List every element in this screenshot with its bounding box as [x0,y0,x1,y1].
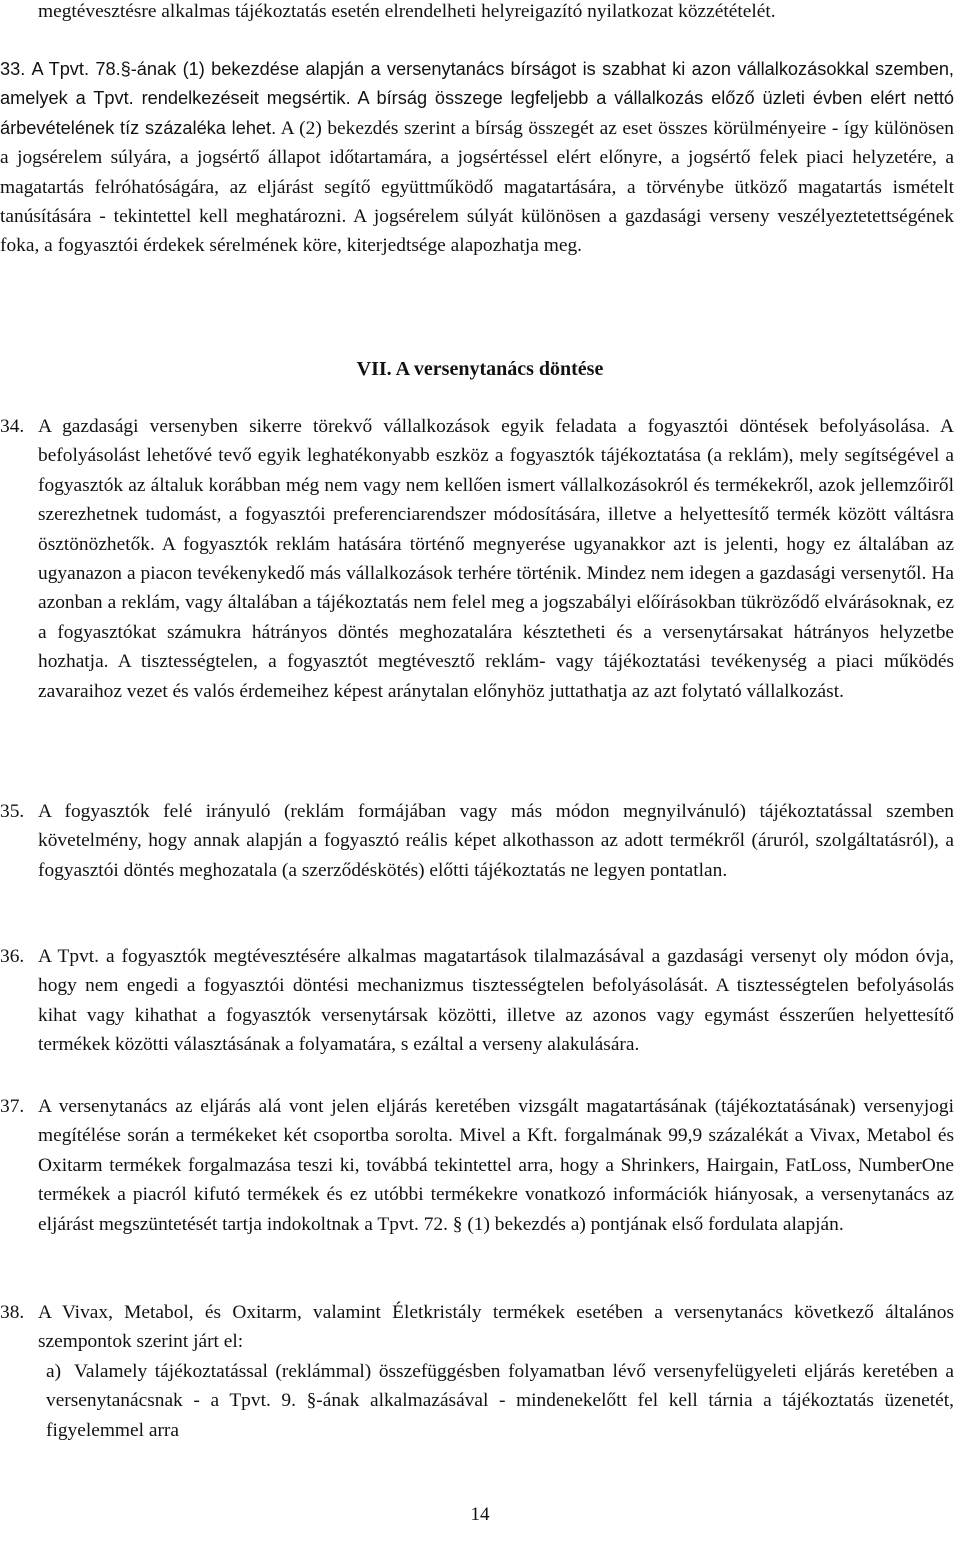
continuation-paragraph [38,0,954,26]
continuation-text: megtévesztésre alkalmas tájékoztatás esetén elrendelheti helyreigazító nyilatkozat közzétételét. [38,1,776,22]
paragraph-text: A Tpvt. a fogyasztók megtévesztésére alkalmas magatartások tilalmazásával a gazdasági versenyt oly módon óvja, hogy nem engedi a fogyasztói döntési mechanizmus tisztességtelen befolyásolását. A tisztességtelen befolyásolás kihat vagy kihathat a fogyasztók versenytársak közötti, illetve az azonos vagy egymást ésszerűen helyettesítő termékek közötti választásának a folyamatára, s ezáltal a verseny alakulására. [38,946,954,1056]
paragraph-number: 35. [0,801,25,822]
paragraph-text-sans: A Tpvt. 78.§-ának (1) bekezdése alapján a versenytanács bírságot is szabhat ki azon vállalkozásokkal szemben, amelyek a Tpvt. rendelkezéseit megsértik. A bírság összege legfeljebb a vállalkozás előző üzleti évben elért nettó árbevételének tíz százaléka lehet. [0,59,954,138]
paragraph-text: A gazdasági versenyben sikerre törekvő vállalkozások egyik feladata a fogyasztói döntések befolyásolása. A befolyásolást lehetővé tevő egyik leghatékonyabb eszköz a fogyasztók tájékoztatása (a reklám), mely segítségével a fogyasztók az általuk korábban még nem vagy nem kellően ismert vállalkozásokról és termékekről, azok jellemzőiről szerezhetnek tudomást, a fogyasztói preferenciarendszer módosítására, illetve a helyettesítő termék között váltásra ösztönözhetők. A fogyasztók reklám hatására történő megnyerése ugyanakkor azt is jelenti, hogy ez általában az ugyanazon a piacon tevékenykedő más vállalkozások terhére történik. Mindez nem idegen a gazdasági versenytől. Ha azonban a reklám, vagy általában a tájékoztatás nem felel meg a jogszabályi előírásokban tükröződő elvárásoknak, ez a fogyasztókat számukra hátrányos döntés meghozatalára késztetheti és a versenytársakat hátrányos helyzetbe hozhatja. A tisztességtelen, a fogyasztót megtévesztő reklám- vagy tájékoztatási tevékenység a piaci működés zavaraihoz vezet és valós érdemeihez képest aránytalan előnyhöz juttathatja az azt folytató vállalkozást. [38,416,954,702]
paragraph-number: 34. [0,416,25,437]
paragraph-text: A versenytanács az eljárás alá vont jelen eljárás keretében vizsgált magatartásának (tájékoztatásának) versenyjogi megítélése során a termékeket két csoportba sorolta. Mivel a Kft. forgalmának 99,9 százalékát a Vivax, Metabol és Oxitarm termékek forgalmazása teszi ki, továbbá tekintettel arra, hogy a Shrinkers, Hairgain, FatLoss, NumberOne termékek a piacról kifutó termékek és ez utóbbi termékekre vonatkozó információk hiányosak, a versenytanács az eljárást megszüntetését tartja indokoltnak a Tpvt. 72. § (1) bekezdés a) pontjának első fordulata alapján. [38,1096,954,1235]
paragraph-number: 38. [0,1302,25,1323]
paragraph-text: A (2) bekezdés szerint a bírság összegét az eset összes körülményeire - így különösen a jogsérelem súlyára, a jogsértő állapot időtartamára, a jogsértéssel elért előnyre, a jogsértő felek piaci helyzetére, a magatartás felróhatóságára, az eljárást segítő együttműködő magatartására, a törvénybe ütköző magatartás ismételt tanúsítására - tekintettel kell meghatározni. A jogsérelem súlyát különösen a gazdasági verseny veszélyeztetettségének foka, a fogyasztói érdekek sérelmének köre, kiterjedtsége alapozhatja meg. [0,117,954,257]
section-heading: VII. A versenytanács döntése [356,358,604,380]
subitem-a [46,1357,954,1445]
subitem-label: a) [46,1361,62,1382]
paragraph-text: A fogyasztók felé irányuló (reklám formájában vagy más módon megnyilvánuló) tájékoztatással szemben követelmény, hogy annak alapján a fogyasztó reális képet alkothasson az adott termékről (áruról, szolgáltatásról), a fogyasztói döntés meghozatala (a szerződéskötés) előtti tájékoztatás ne legyen pontatlan. [38,801,954,881]
paragraph-number: 37. [0,1096,25,1117]
subitem-text: Valamely tájékoztatással (reklámmal) összefüggésben folyamatban lévő versenyfelügyeleti eljárás keretében a versenytanácsnak - a Tpvt. 9. §-ának alkalmazásával - mindenekelőtt fel kell tárnia a tájékoztatás üzenetét, figyelemmel arra [46,1361,954,1441]
paragraph-number: 33. [0,59,26,79]
page-number: 14 [470,1504,490,1525]
paragraph-number: 36. [0,946,25,967]
paragraph-text: A Vivax, Metabol, és Oxitarm, valamint Életkristály termékek esetében a versenytanács következő általános szempontok szerint járt el: [38,1302,954,1353]
